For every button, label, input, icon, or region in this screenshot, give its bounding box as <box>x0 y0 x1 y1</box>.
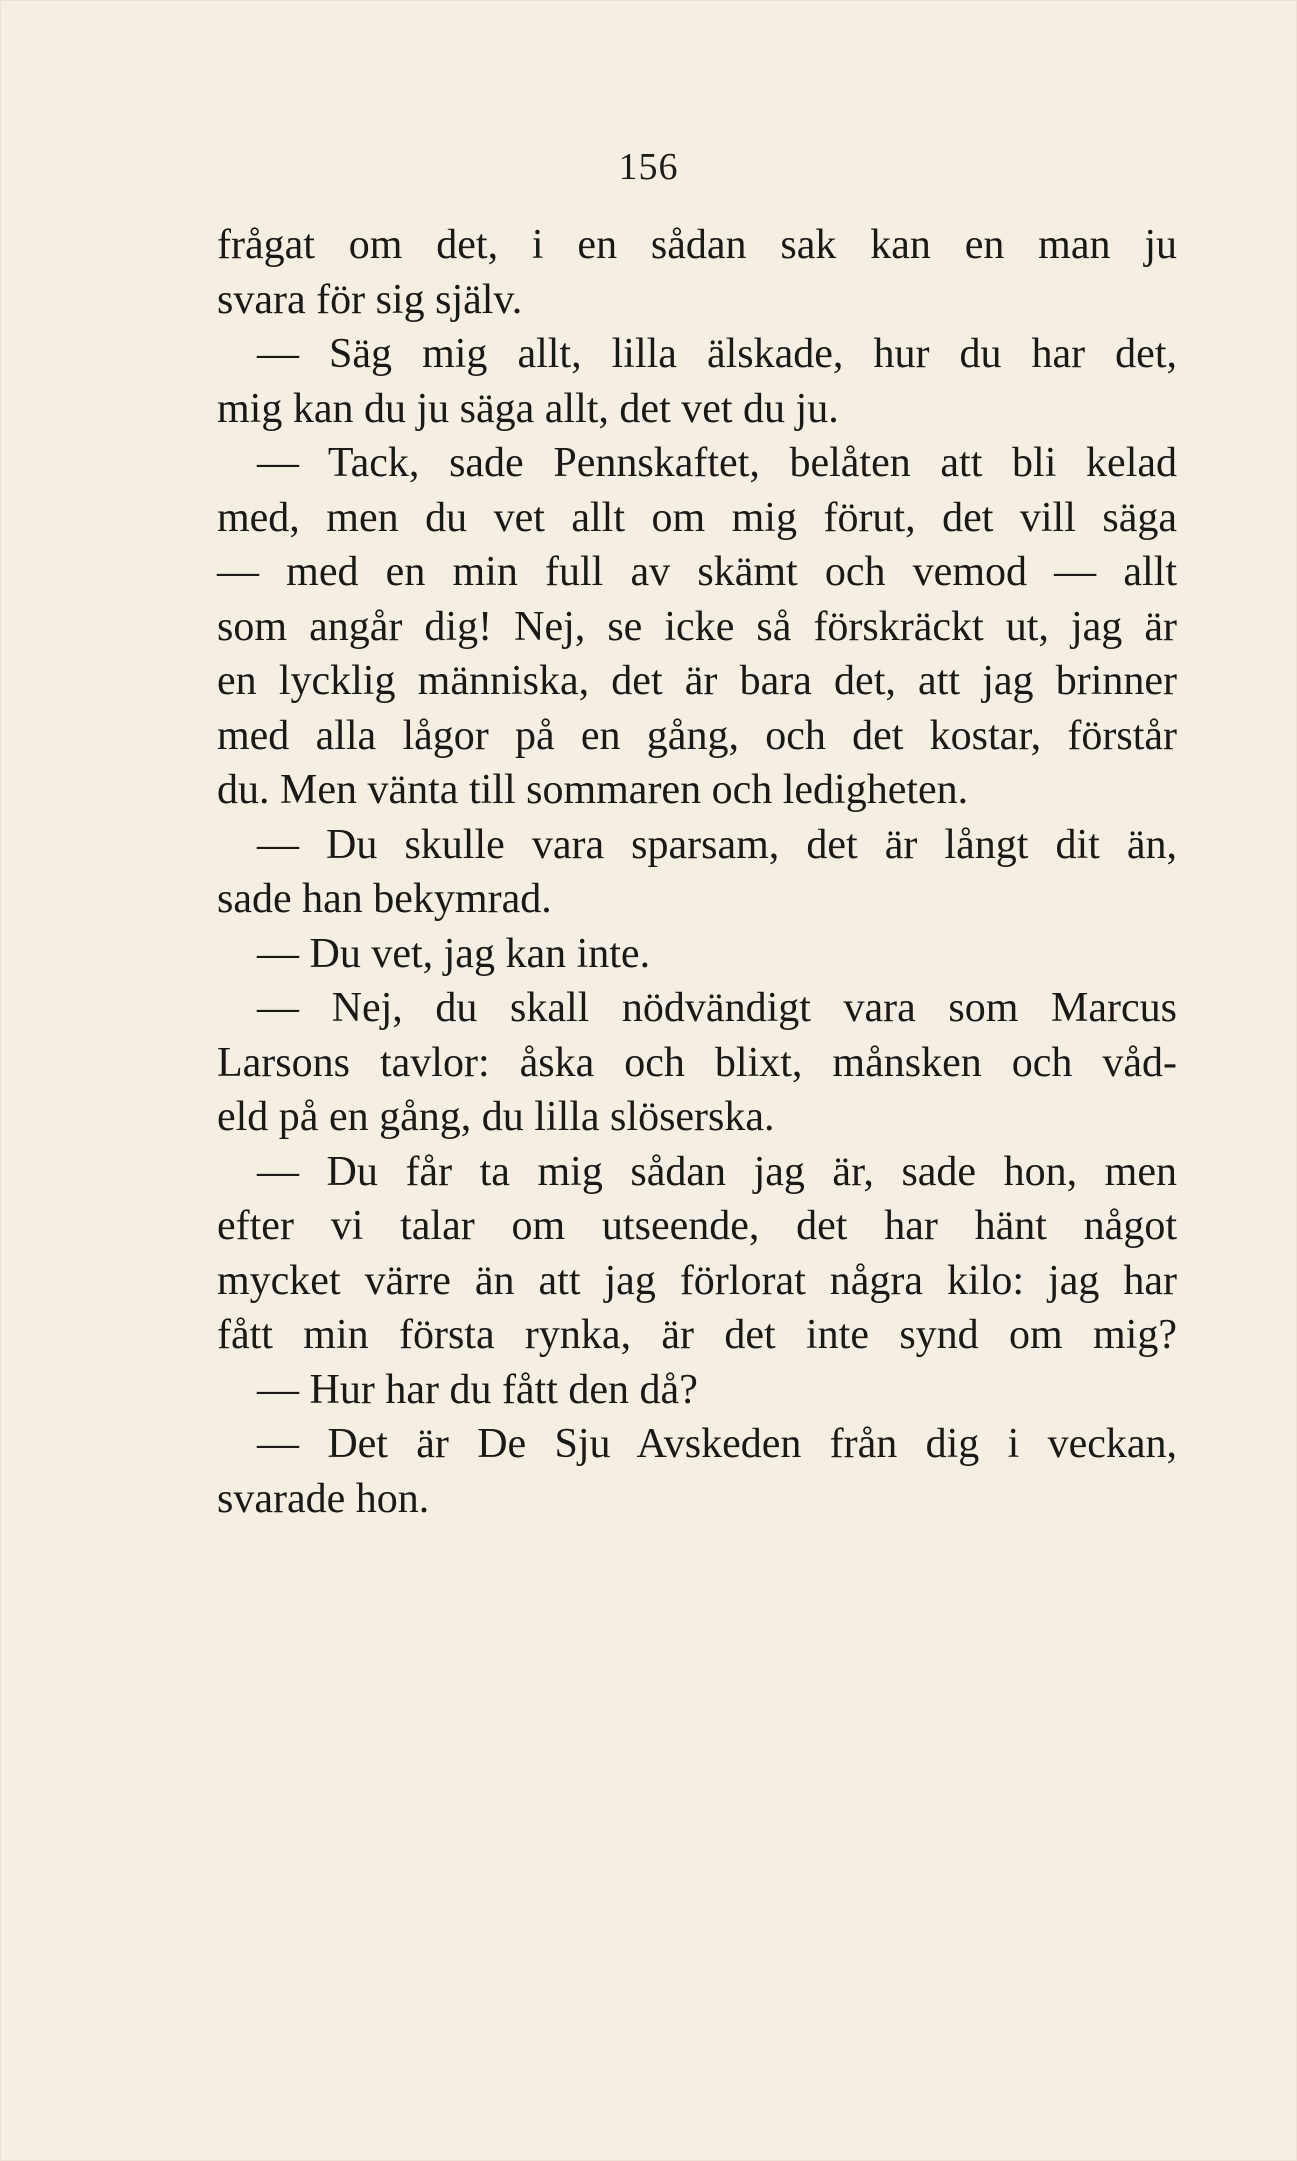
text-line: — Du skulle vara sparsam, det är långt dit än, <box>257 821 1177 868</box>
text-line: — Hur har du fått den då? <box>257 1366 698 1413</box>
text-line: en lycklig människa, det är bara det, att jag brinner <box>217 658 1177 704</box>
text-line: sade han bekymrad. <box>217 876 552 922</box>
text-line: — med en min full av skämt och vemod — allt <box>217 549 1177 595</box>
text-line: — Tack, sade Pennskaftet, belåten att bli kelad <box>257 440 1177 486</box>
text-line: — Säg mig allt, lilla älskade, hur du har det, <box>257 331 1177 377</box>
text-line: eld på en gång, du lilla slöserska. <box>217 1094 775 1140</box>
text-line: — Du får ta mig sådan jag är, sade hon, men <box>257 1148 1177 1195</box>
text-line: mycket värre än att jag förlorat några kilo: jag har <box>217 1257 1177 1304</box>
text-line: svara för sig själv. <box>217 276 523 323</box>
text-line: svarade hon. <box>217 1475 430 1522</box>
text-line: som angår dig! Nej, se icke så förskräckt ut, jag är <box>217 603 1177 650</box>
page-number: 156 <box>618 146 679 188</box>
text-line: med alla lågor på en gång, och det kostar, förstår <box>217 712 1177 759</box>
text-line: fått min första rynka, är det inte synd om mig? <box>217 1312 1177 1358</box>
text-line: — Det är De Sju Avskeden från dig i veckan, <box>257 1421 1177 1467</box>
text-line: — Du vet, jag kan inte. <box>257 930 651 977</box>
text-line: med, men du vet allt om mig förut, det vill säga <box>217 494 1177 541</box>
body-text <box>217 218 1177 1526</box>
text-line: efter vi talar om utseende, det har hänt något <box>217 1203 1177 1249</box>
text-line: mig kan du ju säga allt, det vet du ju. <box>217 385 839 432</box>
text-line: Larsons tavlor: åska och blixt, månsken och våd- <box>217 1039 1177 1086</box>
text-line: du. Men vänta till sommaren och ledigheten. <box>217 767 969 813</box>
text-line: — Nej, du skall nödvändigt vara som Marcus <box>257 985 1177 1031</box>
text-line: frågat om det, i en sådan sak kan en man ju <box>217 222 1177 268</box>
